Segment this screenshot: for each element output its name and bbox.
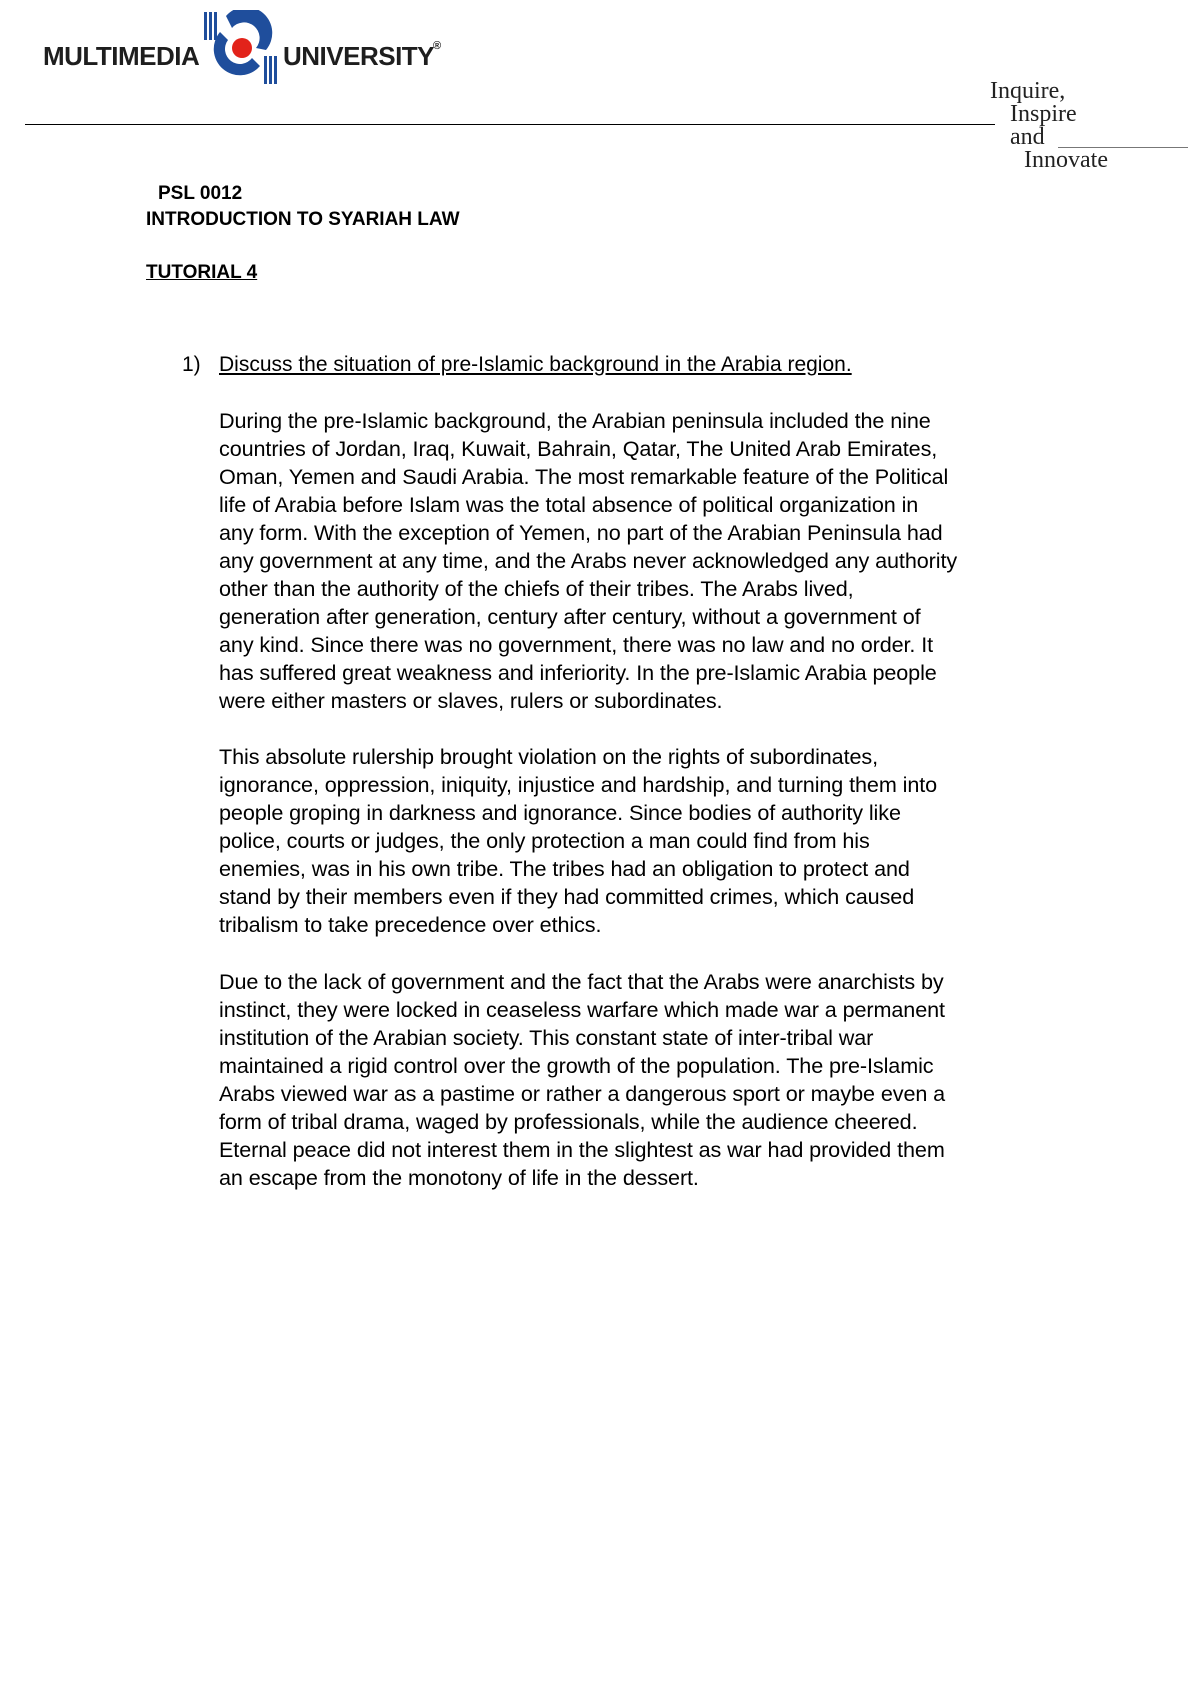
course-title: INTRODUCTION TO SYARIAH LAW [146,209,460,230]
logo-text-university: UNIVERSITY [283,41,435,71]
logo-text-multimedia: MULTIMEDIA [43,41,200,71]
registered-mark: ® [433,40,442,52]
answer-paragraph: During the pre-Islamic background, the Arabian peninsula included the nine countries of Jordan, Iraq, Kuwait, Bahrain, Qatar, The United Arab Emirates, Oman, Yemen and Saudi Arabia. The most remarkable feature of the Political life of Arabia before Islam was the total absence of political organization in any form. With the exception of Yemen, no part of the Arabian Peninsula had any government at any time, and the Arabs never acknowledged any authority other than the authority of the chiefs of their tribes. The Arabs lived, generation after generation, century after century, without a government of any kind. Since there was no government, there was no law and no order. It has suffered great weakness and inferiority. In the pre-Islamic Arabia people were either masters or slaves, rulers or subordinates. [219,408,958,713]
university-tagline [990,80,1190,172]
header-divider [25,124,995,125]
answer-paragraph: Due to the lack of government and the fact that the Arabs were anarchists by instinct, they were locked in ceaseless warfare which made war a permanent institution of the Arabian society. This constant state of inter-tribal war maintained a rigid control over the growth of the population. The pre-Islamic Arabs viewed war as a pastime or rather a dangerous sport or maybe even a form of tribal drama, waged by professionals, while the audience cheered. Eternal peace did not interest them in the slightest as war had provided them an escape from the monotony of life in the dessert. [219,969,946,1190]
tagline-line: Inspire [1010,101,1077,127]
university-logo [40,10,460,85]
answer-paragraph: This absolute rulership brought violation on the rights of subordinates, ignorance, oppression, iniquity, injustice and hardship, and turning them into people groping in darkness and ignorance. Since bodies of authority like police, courts or judges, the only protection a man could find from his enemies, was in his own tribe. The tribes had an obligation to protect and stand by their members even if they had committed crimes, which caused tribalism to take precedence over ethics. [219,744,938,937]
course-code: PSL 0012 [158,183,243,204]
question-text: Discuss the situation of pre-Islamic background in the Arabia region. [219,353,852,376]
question-number: 1) [182,353,201,376]
tutorial-heading: TUTORIAL 4 [146,262,258,283]
tagline-line: Inquire, [990,78,1066,104]
tagline-line: and [1010,124,1045,150]
tagline-line: Innovate [1024,147,1108,173]
mmu-emblem-icon [202,10,282,86]
